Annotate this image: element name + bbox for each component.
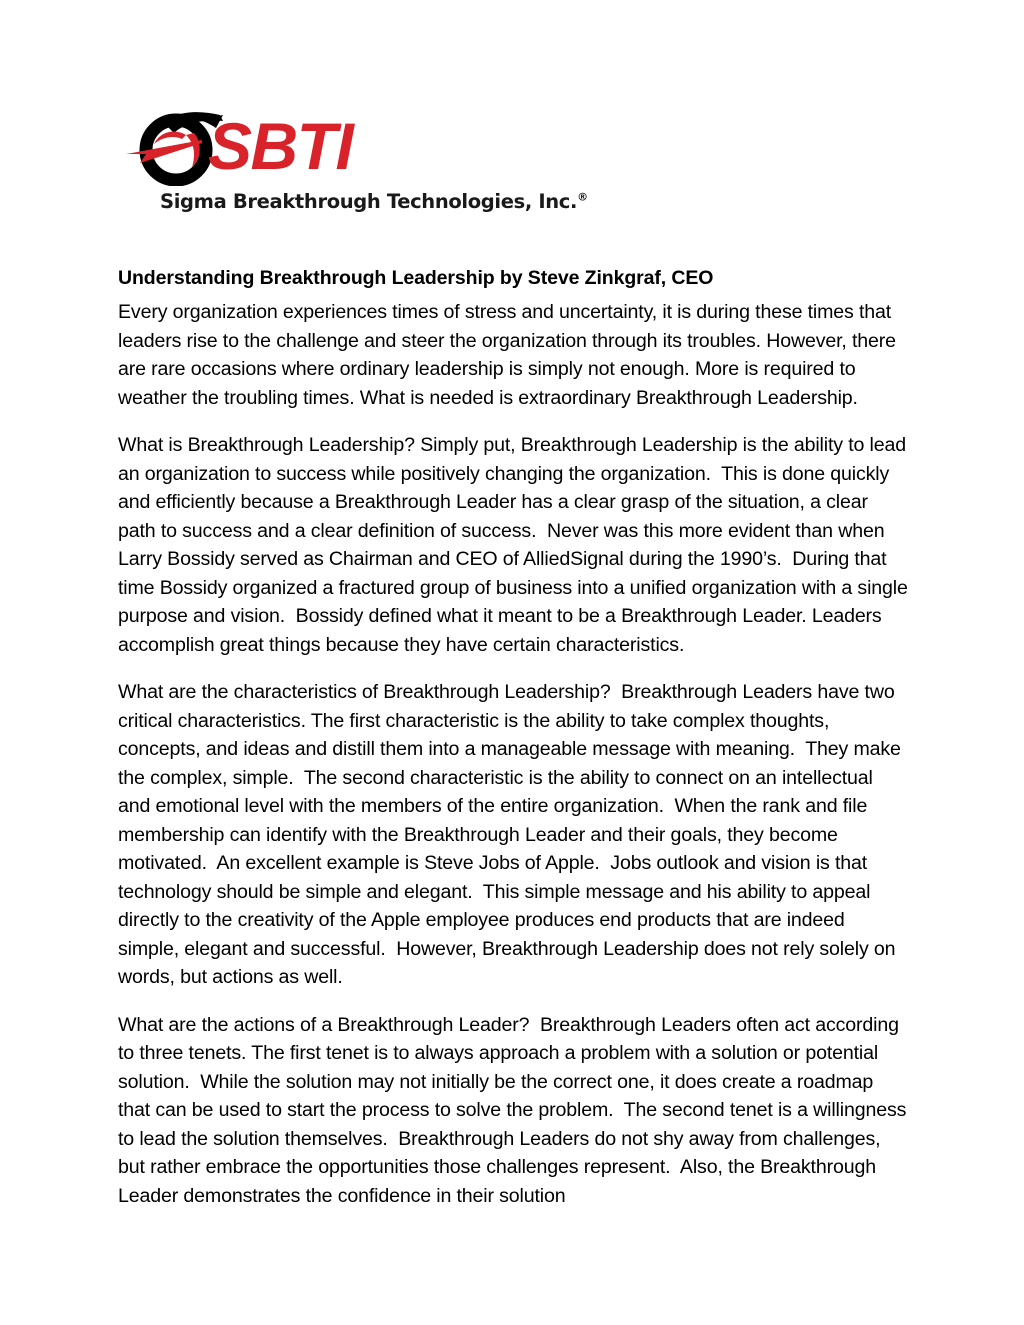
- paragraph: What are the characteristics of Breakthrough Leadership? Breakthrough Leaders have two critical characteristics. The first characteristic is the ability to take complex thoughts, concepts, and ideas and distill them into a manageable message with meaning. They make the complex, simple. The second characteristic is the ability to connect on an intellectual and emotional level with the members of the entire organization. When the rank and file membership can identify with the Breakthrough Leader and their goals, they become motivated. An excellent example is Steve Jobs of Apple. Jobs outlook and vision is that technology should be simple and elegant. This simple message and his ability to appeal directly to the creativity of the Apple employee produces end products that are indeed simple, elegant and successful. However, Breakthrough Leadership does not rely solely on words, but actions as well.: [118, 681, 907, 988]
- paragraph: What is Breakthrough Leadership? Simply put, Breakthrough Leadership is the ability to lead an organization to success while positively changing the organization. This is done quickly and efficiently because a Breakthrough Leader has a clear grasp of the situation, a clear path to success and a clear definition of success. Never was this more evident than when Larry Bossidy served as Chairman and CEO of AlliedSignal during the 1990’s. During that time Bossidy organized a fractured group of business into a unified organization with a single purpose and vision. Bossidy defined what it meant to be a Breakthrough Leader. Leaders accomplish great things because they have certain characteristics.: [118, 434, 914, 656]
- logo-tagline: [160, 190, 588, 213]
- company-logo: [124, 106, 589, 224]
- registered-trademark-icon: ®: [577, 190, 589, 204]
- document-body: [118, 298, 914, 1210]
- page-title: Understanding Breakthrough Leadership by Steve Zinkgraf, CEO: [118, 267, 714, 290]
- logo-mark-row: [124, 106, 544, 188]
- logo-tagline-text: Sigma Breakthrough Technologies, Inc.: [160, 190, 578, 213]
- logo-wordmark: SBTI: [208, 109, 353, 183]
- paragraph: What are the actions of a Breakthrough Leader? Breakthrough Leaders often act according to three tenets. The first tenet is to always approach a problem with a solution or potential solution. While the solution may not initially be the correct one, it does create a roadmap that can be used to start the process to solve the problem. The second tenet is a willingness to lead the solution themselves. Breakthrough Leaders do not shy away from challenges, but rather embrace the opportunities those challenges represent. Also, the Breakthrough Leader demonstrates the confidence in their solution: [118, 1013, 912, 1207]
- paragraph: Every organization experiences times of stress and uncertainty, it is during these times that leaders rise to the challenge and steer the organization through its troubles. However, there are rare occasions where ordinary leadership is simply not enough. More is required to weather the troubling times. What is needed is extraordinary Breakthrough Leadership.: [118, 301, 902, 409]
